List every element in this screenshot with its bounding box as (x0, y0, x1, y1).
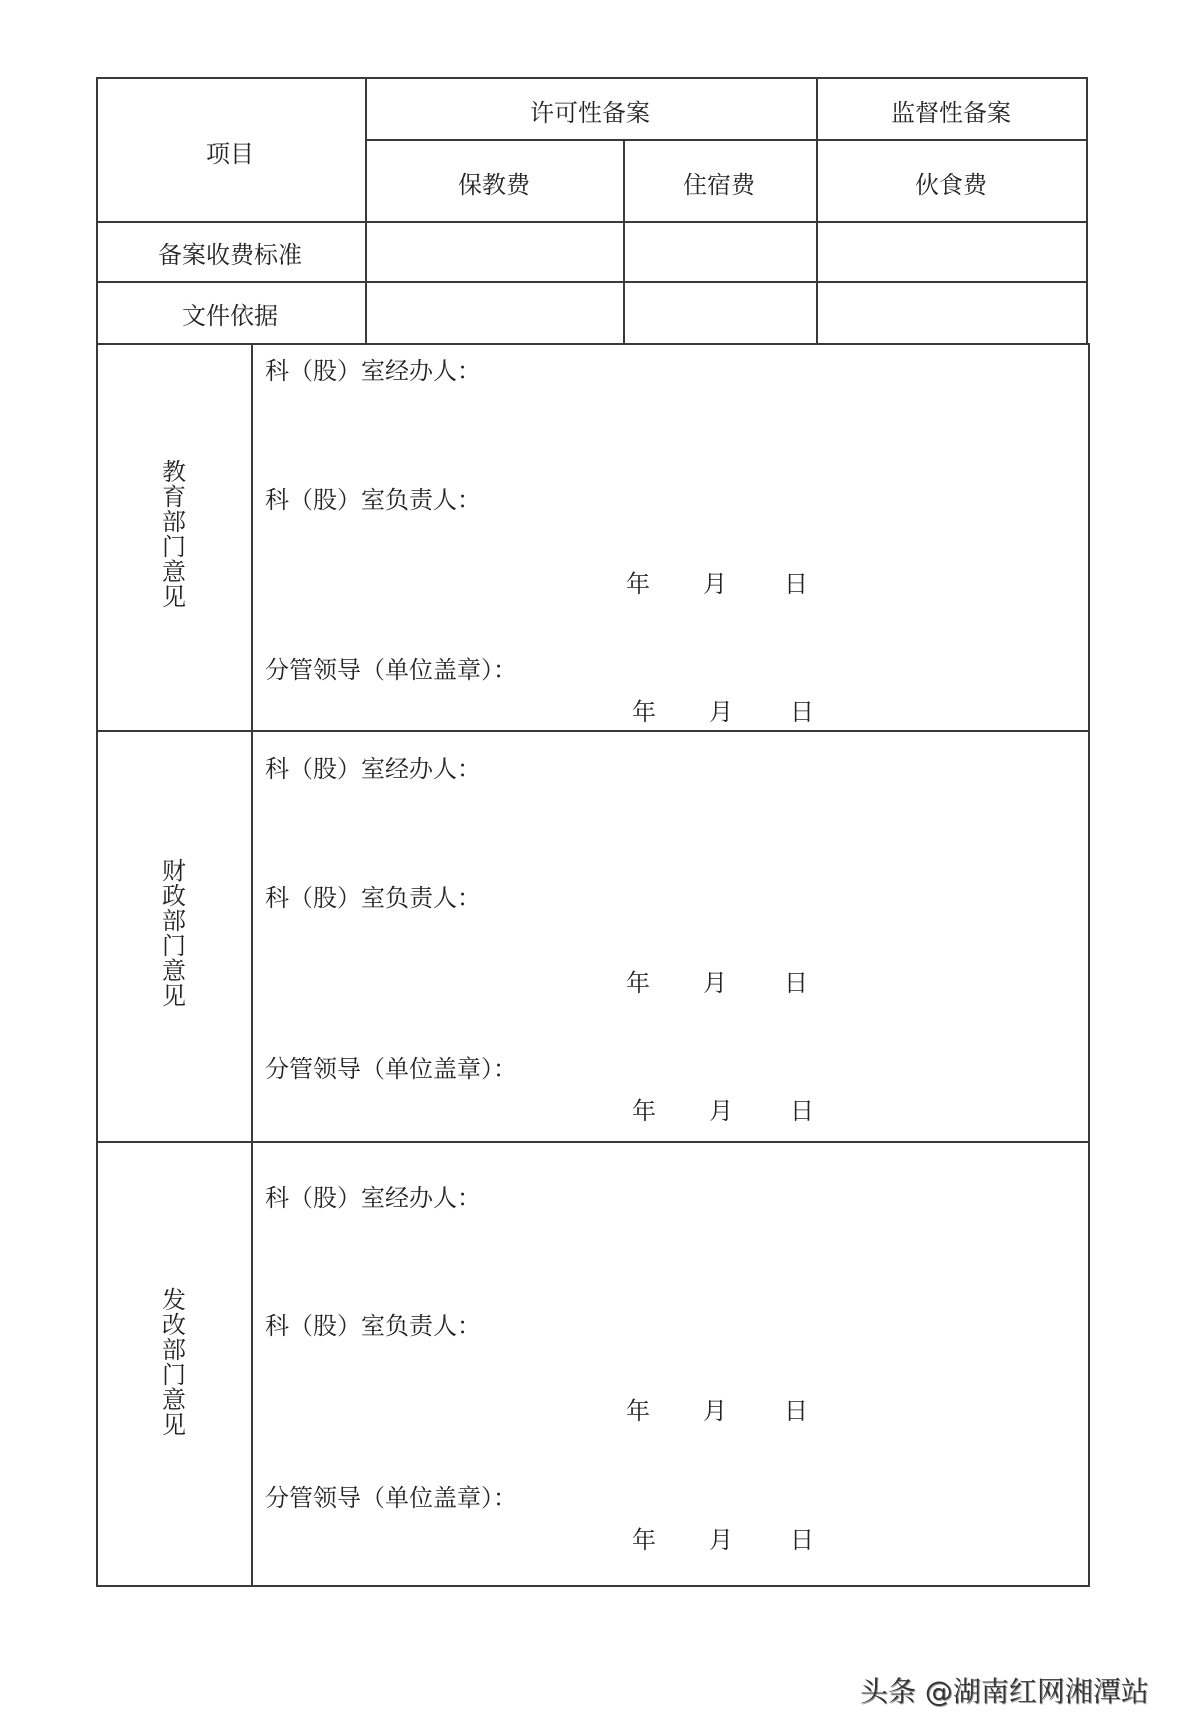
watermark: 头条 @湖南红网湘潭站 (860, 1675, 1149, 1708)
date-month-1b: 月 (709, 698, 733, 726)
date-day-2a: 日 (784, 969, 808, 997)
cell-fee-standard-meals[interactable] (821, 226, 1083, 278)
dept-label-development-reform: 发改部门意见 (162, 1286, 186, 1439)
leader-label-development-reform: 分管领导（单位盖章）： (265, 1484, 517, 1512)
cell-fee-standard-tuition[interactable] (370, 226, 620, 278)
head-label-development-reform: 科（股）室负责人： (265, 1312, 481, 1340)
date-year-1b: 年 (632, 698, 656, 726)
col-line-3 (816, 77, 818, 345)
date-day-2b: 日 (790, 1097, 814, 1125)
table-bottom-border (96, 1585, 1090, 1587)
date-year-3b: 年 (632, 1526, 656, 1554)
date-year-2a: 年 (626, 969, 650, 997)
header-item: 项目 (206, 140, 254, 168)
cell-document-tuition[interactable] (370, 286, 620, 340)
date-year-3a: 年 (626, 1397, 650, 1425)
date-year-1a: 年 (626, 570, 650, 598)
date-day-1b: 日 (790, 698, 814, 726)
table-left-border (96, 77, 98, 1587)
head-label-education: 科（股）室负责人： (265, 486, 481, 514)
head-label-finance: 科（股）室负责人： (265, 884, 481, 912)
header-split-line (365, 139, 1088, 141)
handler-label-finance: 科（股）室经办人： (265, 755, 481, 783)
dept-label-education: 教育部门意见 (162, 458, 186, 611)
date-month-2b: 月 (709, 1097, 733, 1125)
leader-label-finance: 分管领导（单位盖章）： (265, 1055, 517, 1083)
column-header-meals: 伙食费 (915, 171, 987, 199)
header-supervise-group: 监督性备案 (891, 99, 1011, 127)
table-top-border (96, 77, 1088, 79)
cell-document-meals[interactable] (821, 286, 1083, 340)
col-line-1 (365, 77, 367, 345)
header-permit-group: 许可性备案 (530, 99, 650, 127)
date-month-3b: 月 (709, 1526, 733, 1554)
date-day-3a: 日 (784, 1397, 808, 1425)
handler-label-education: 科（股）室经办人： (265, 357, 481, 385)
date-day-1a: 日 (784, 570, 808, 598)
row-line-2 (96, 281, 1088, 283)
date-day-3b: 日 (790, 1526, 814, 1554)
row-label-document-basis: 文件依据 (182, 302, 278, 330)
dept-label-finance: 财政部门意见 (162, 857, 186, 1010)
leader-label-education: 分管领导（单位盖章）： (265, 656, 517, 684)
row-line-1 (96, 221, 1088, 223)
date-year-2b: 年 (632, 1097, 656, 1125)
handler-label-development-reform: 科（股）室经办人： (265, 1184, 481, 1212)
cell-fee-standard-boarding[interactable] (628, 226, 813, 278)
date-month-3a: 月 (703, 1397, 727, 1425)
date-month-1a: 月 (703, 570, 727, 598)
section-line-1 (96, 730, 1090, 732)
section-line-2 (96, 1141, 1090, 1143)
section-divider (251, 343, 253, 1587)
column-header-boarding: 住宿费 (683, 171, 755, 199)
row-line-3 (96, 343, 1090, 345)
cell-document-boarding[interactable] (628, 286, 813, 340)
row-label-fee-standard: 备案收费标准 (158, 241, 302, 269)
date-month-2a: 月 (703, 969, 727, 997)
column-header-tuition: 保教费 (458, 171, 530, 199)
table-right-border-bottom (1088, 343, 1090, 1587)
col-line-2 (623, 139, 625, 345)
table-right-border-top (1086, 77, 1088, 345)
